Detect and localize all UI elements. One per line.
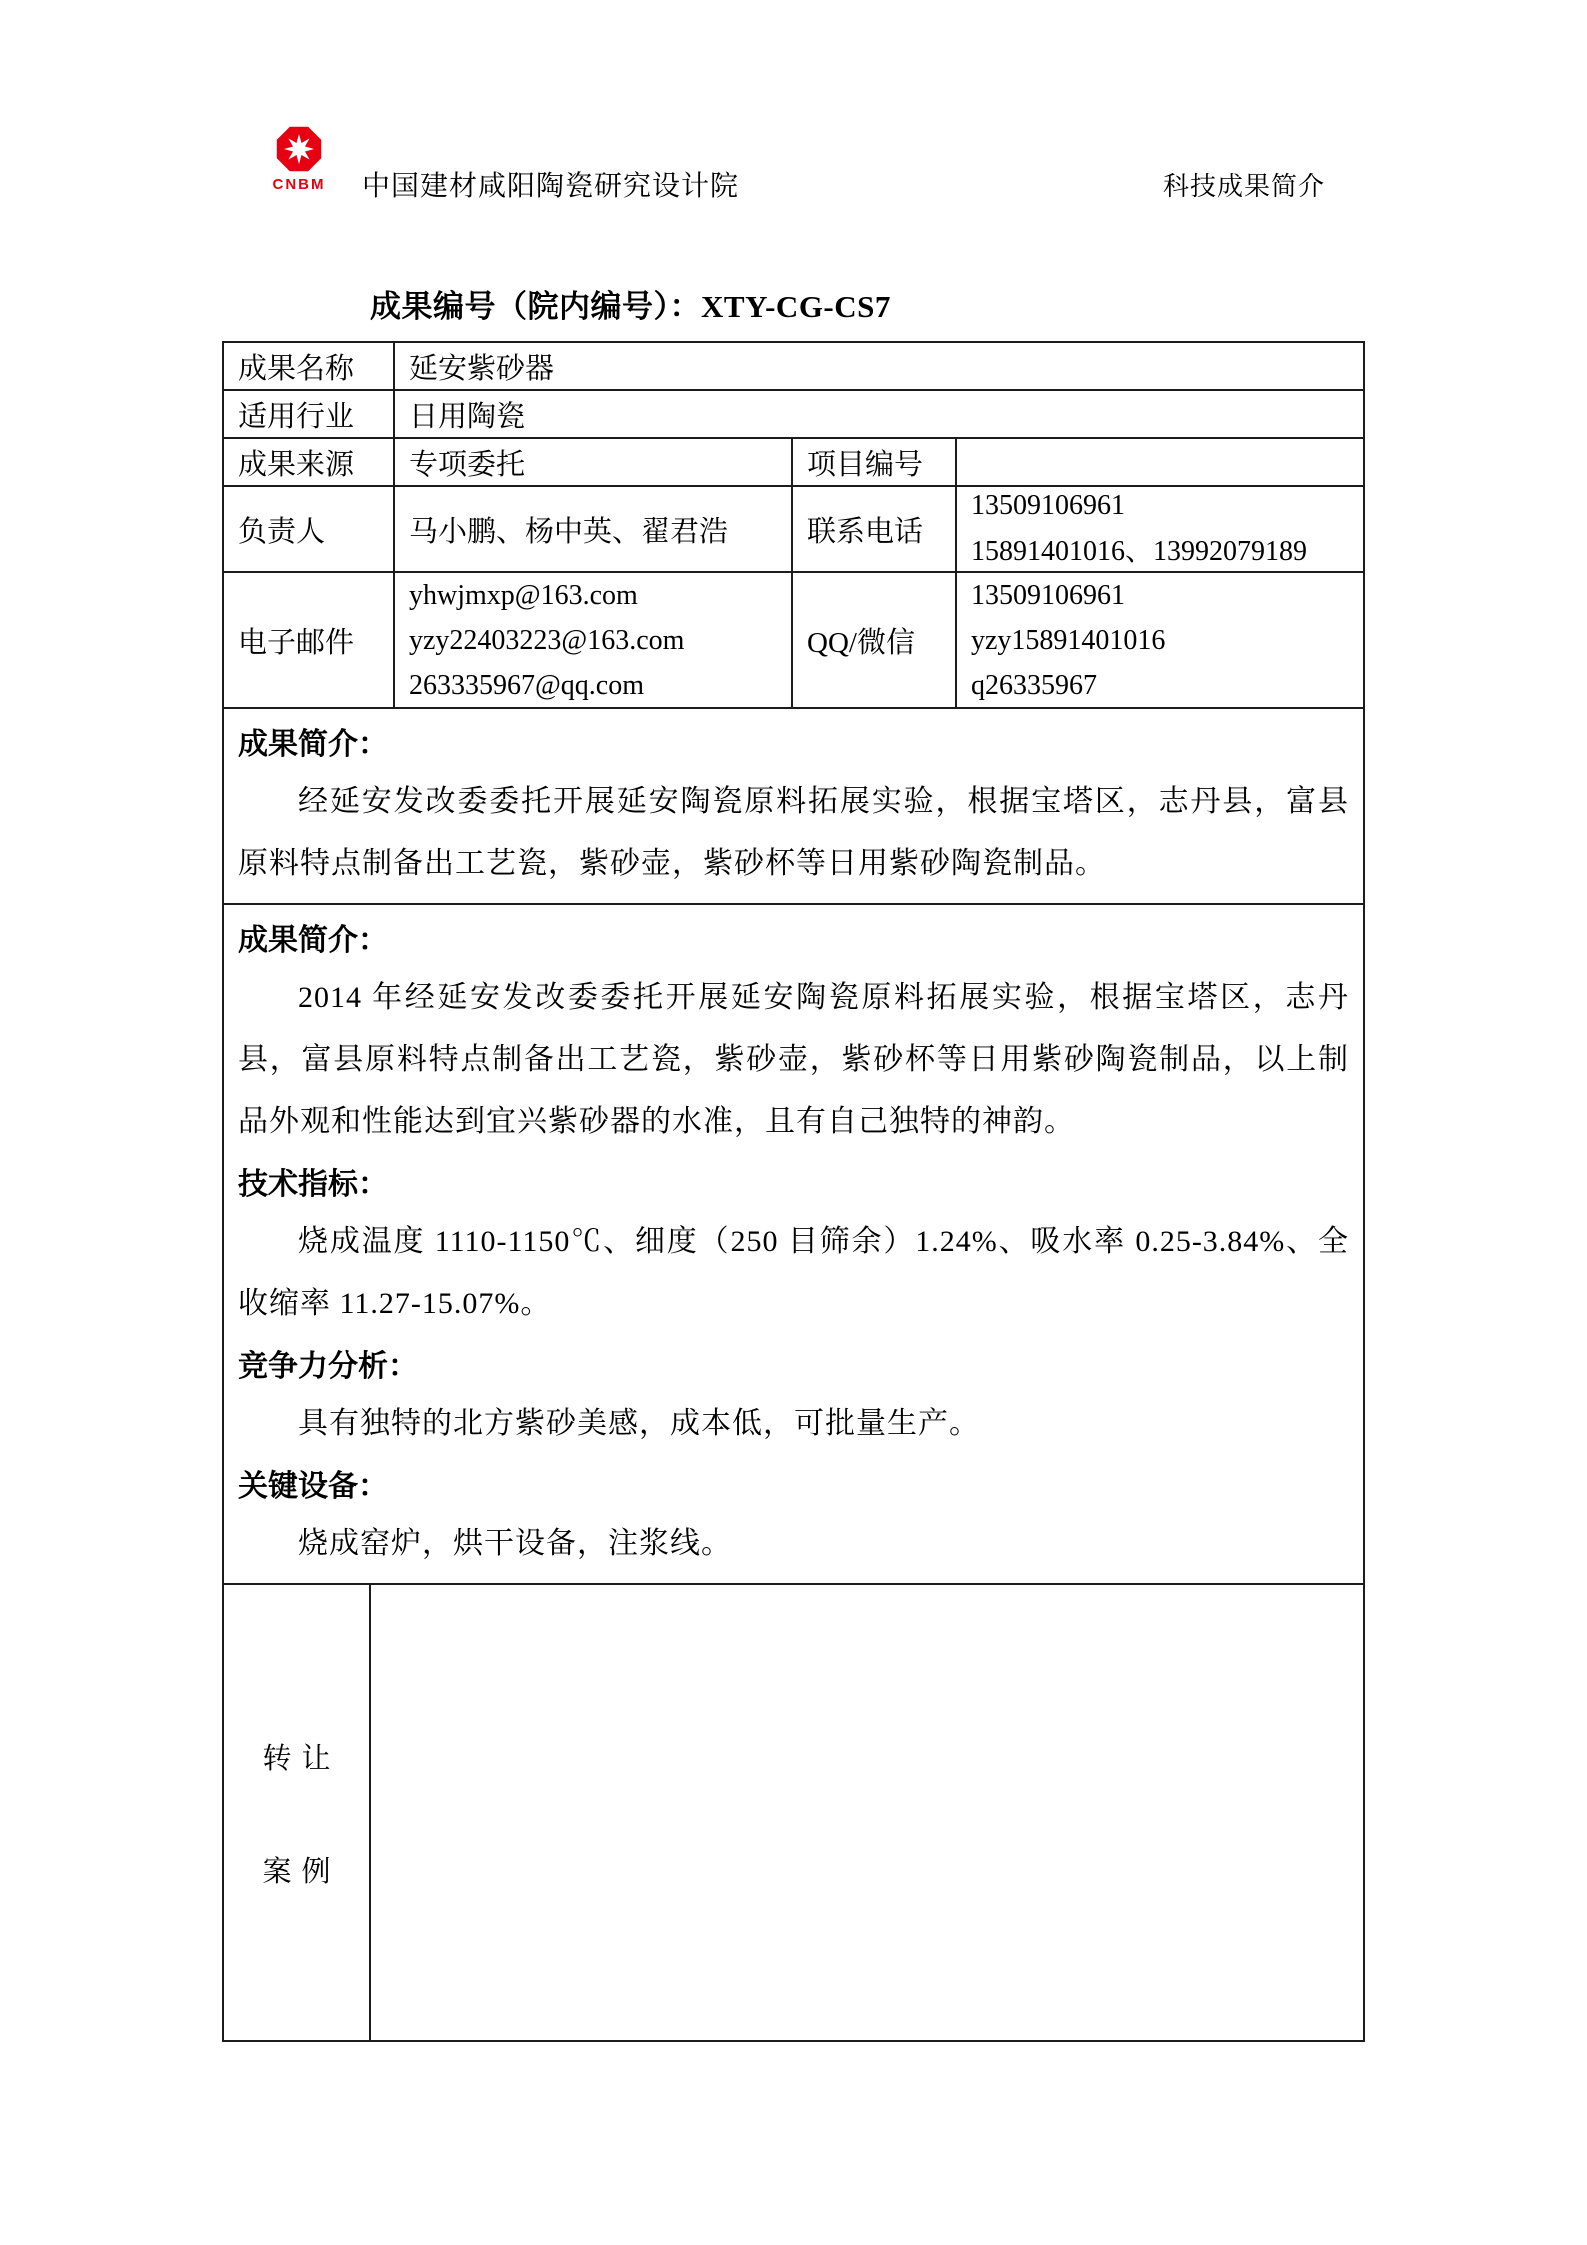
equipment-paragraph: 烧成窑炉，烘干设备，注浆线。 [298,1527,732,1560]
doc-type-label: 科技成果简介 [1163,171,1326,201]
summary-2-heading: 成果简介： [238,924,388,957]
summary-2-paragraph: 2014 年经延安发改委委托开展延安陶瓷原料拓展实验，根据宝塔区，志丹县，富县原料特点制备出工艺瓷，紫砂壶，紫砂杯等日用紫砂陶瓷制品，以上制品外观和性能达到宜兴紫砂器的水准，且有自己独特的神韵。 [238,981,1349,1138]
result-name-label: 成果名称 [238,352,355,385]
equipment-heading: 关键设备： [238,1470,388,1503]
transfer-label-line: 案例 [262,1855,341,1888]
result-name-value: 延安紫砂器 [393,343,1363,389]
row-source [224,439,1363,487]
summary-1-paragraph: 经延安发改委委托开展延安陶瓷原料拓展实验，根据宝塔区，志丹县，富县原料特点制备出工艺瓷，紫砂壶，紫砂杯等日用紫砂陶瓷制品。 [238,785,1349,880]
project-no-label: 项目编号 [791,439,955,485]
row-details [224,905,1363,1585]
cnbm-logo-text: CNBM [272,176,326,193]
row-summary-1 [224,709,1363,905]
summary-1-cell [224,709,1363,903]
industry-label: 适用行业 [238,400,355,433]
email-line: 263335967@qq.com [409,669,644,701]
row-leader [224,487,1363,573]
email-values [393,573,791,707]
email-label: 电子邮件 [238,626,355,659]
phone-line: 13509106961 [971,490,1125,521]
tech-paragraph: 烧成温度 1110-1150℃、细度（250 目筛余）1.24%、吸水率 0.25-3.84%、全收缩率 11.27-15.07%。 [238,1225,1349,1320]
transfer-label-line: 转让 [262,1742,341,1775]
page-title: 成果编号（院内编号）：XTY-CG-CS7 [370,289,891,324]
cnbm-octagon-star-icon [271,124,327,174]
results-table [222,341,1365,2042]
leader-value: 马小鹏、杨中英、翟君浩 [393,487,791,571]
row-result-name [224,343,1363,391]
row-email [224,573,1363,709]
source-label: 成果来源 [238,448,355,481]
phone-values [955,487,1363,571]
cnbm-logo [270,124,328,193]
email-line: yhwjmxp@163.com [409,579,638,611]
summary-1-heading: 成果简介： [238,728,388,761]
institute-name: 中国建材咸阳陶瓷研究设计院 [362,170,740,201]
email-line: yzy22403223@163.com [409,624,685,656]
phone-line: 15891401016、13992079189 [971,536,1308,567]
transfer-cases-value [369,1585,1363,2040]
details-cell [224,905,1363,1583]
source-value: 专项委托 [393,439,791,485]
tech-heading: 技术指标： [238,1168,388,1201]
leader-label: 负责人 [238,515,326,548]
qq-line: 13509106961 [971,579,1125,611]
competitive-heading: 竞争力分析： [238,1350,418,1383]
transfer-cases-label [224,1585,369,2040]
industry-value: 日用陶瓷 [393,391,1363,437]
row-transfer-cases [224,1585,1363,2040]
competitive-paragraph: 具有独特的北方紫砂美感，成本低，可批量生产。 [298,1407,980,1440]
phone-label: 联系电话 [791,487,955,571]
qq-wechat-values [955,573,1363,707]
qq-line: yzy15891401016 [971,624,1166,656]
project-no-value [955,439,1363,485]
qq-wechat-label: QQ/微信 [791,573,955,707]
qq-line: q26335967 [971,669,1097,701]
row-industry [224,391,1363,439]
